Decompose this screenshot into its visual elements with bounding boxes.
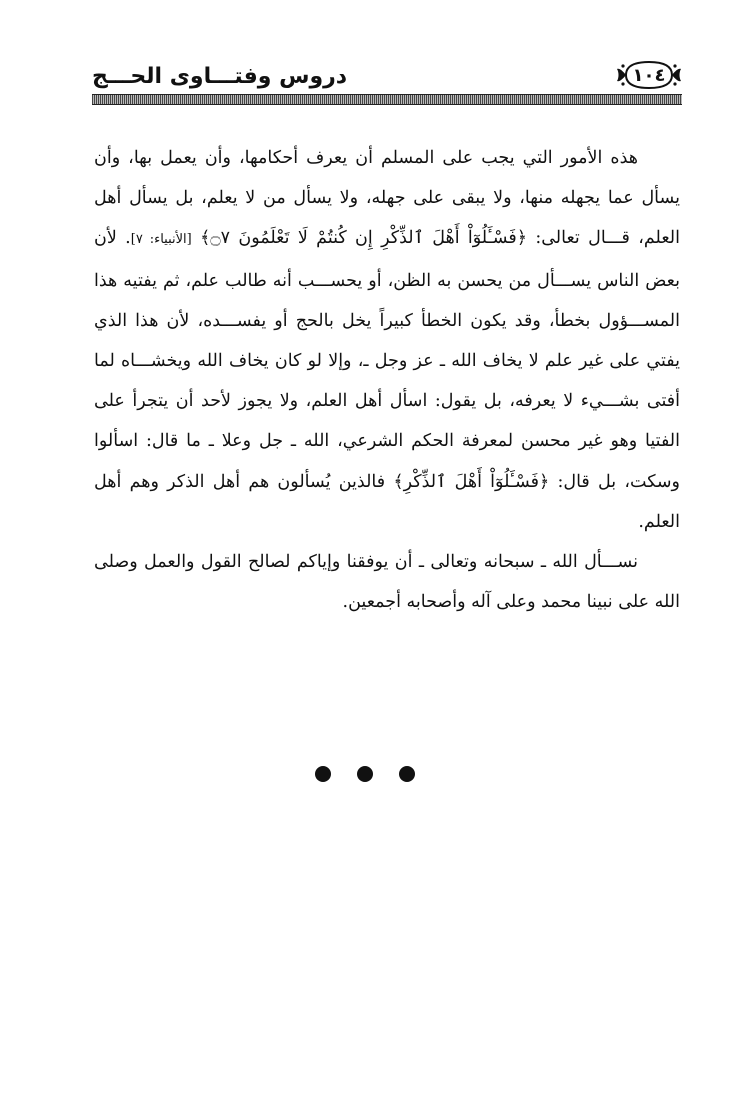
paragraph [94, 542, 680, 622]
bullet-dot-icon [357, 766, 373, 782]
quran-verse: ﴿فَسْـَٔلُوٓاْ أَهْلَ ٱلذِّكْرِ إِن كُنتُمْ لَا تَعْلَمُونَ ۝٧﴾ [200, 228, 527, 249]
header-divider [92, 94, 682, 105]
book-title: دروس وفتـــاوى الحـــج [92, 64, 348, 89]
verse-citation: [الأنبياء: ٧] [130, 232, 192, 248]
bullet-dot-icon [399, 766, 415, 782]
page-number-badge [616, 58, 682, 92]
bullet-dot-icon [315, 766, 331, 782]
quran-verse: ﴿فَسْـَٔلُوٓاْ أَهْلَ ٱلذِّكْرِ﴾ [393, 471, 550, 492]
text-run: فالذين يُسألون هم أهل الذكر وهم أهل العلم. [94, 471, 680, 532]
text-run: هذه الأمور التي يجب على المسلم أن يعرف أحكامها، وأن يعمل بها، وأن يسأل عما يجهله منها، ولا يبقى على جهله، ولا يسأل من لا يعلم، بل يسأل أهل العلم، قـــال تعالى: [94, 148, 680, 249]
paragraph [94, 138, 680, 542]
page-number: ١٠٤ [632, 64, 666, 86]
main-text [94, 138, 680, 622]
closing-text: نســـأل الله ـ سبحانه وتعالى ـ أن يوفقنا وإياكم لصالح القول والعمل وصلى الله على نبينا محمد وعلى آله وأصحابه أجمعين. [94, 552, 680, 613]
section-separator [0, 766, 729, 782]
text-run: . لأن بعض الناس يســـأل من يحسن به الظن، أو يحســـب أنه طالب علم، ثم يفتيه هذا المســـؤول بخطأ، وقد يكون الخطأ كبيراً يخل بالحج أو يفســـده، لأن هذا الذي يفتي على غير علم لا يخاف الله ـ عز وجل ـ، وإلا لو كان يخاف الله ويخشـــاه لما أفتى بشـــيء لا يعرفه، بل يقول: اسأل أهل العلم، ولا يجوز لأحد أن يتجرأ على الفتيا وهو غير محسن لمعرفة الحكم الشرعي، الله ـ جل وعلا ـ ما قال: اسألوا وسكت، بل قال: [94, 228, 680, 492]
